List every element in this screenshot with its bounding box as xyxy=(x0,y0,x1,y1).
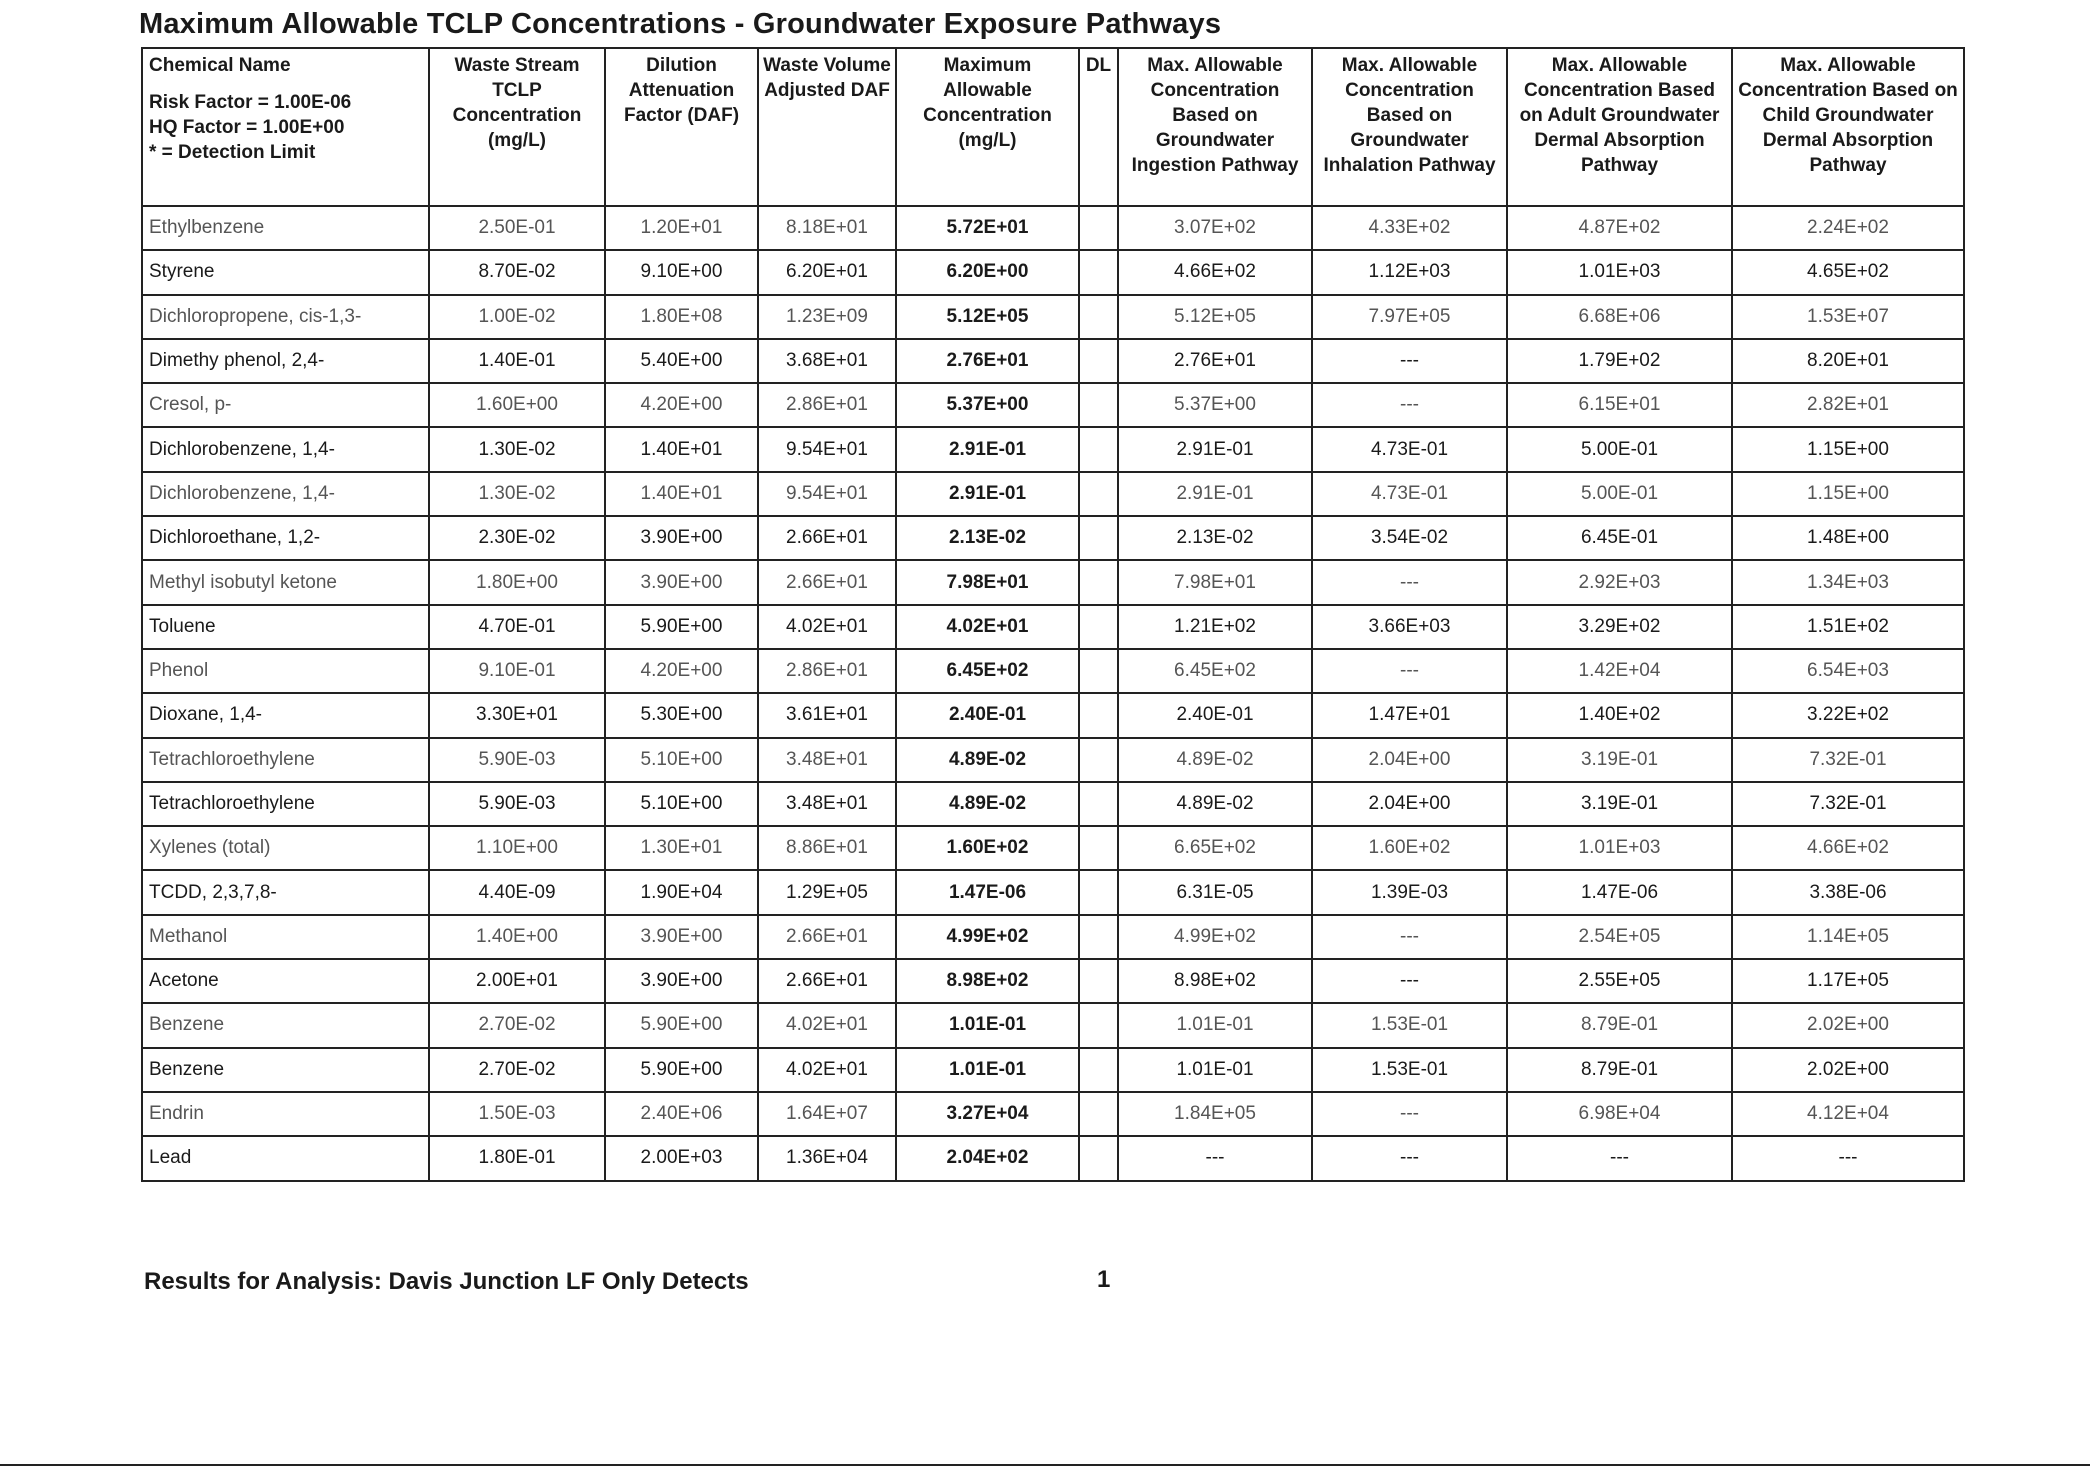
ingestion-value: 4.89E-02 xyxy=(1118,782,1312,826)
volume-adjusted-daf: 3.68E+01 xyxy=(758,339,896,383)
volume-adjusted-daf: 2.86E+01 xyxy=(758,649,896,693)
table-row xyxy=(142,915,1964,959)
ingestion-value: 4.99E+02 xyxy=(1118,915,1312,959)
ingestion-value: 1.21E+02 xyxy=(1118,605,1312,649)
inhalation-value: --- xyxy=(1312,1092,1507,1136)
inhalation-value: 4.73E-01 xyxy=(1312,427,1507,471)
max-allowable-concentration: 4.89E-02 xyxy=(896,738,1079,782)
max-allowable-concentration: 7.98E+01 xyxy=(896,560,1079,604)
daf: 5.90E+00 xyxy=(605,605,758,649)
daf: 2.40E+06 xyxy=(605,1092,758,1136)
table-row xyxy=(142,738,1964,782)
child-dermal-value: 4.66E+02 xyxy=(1732,826,1964,870)
adult-dermal-value: --- xyxy=(1507,1136,1732,1180)
chemical-name: Styrene xyxy=(142,250,429,294)
tclp-concentration: 1.80E+00 xyxy=(429,560,605,604)
chemical-name: Dioxane, 1,4- xyxy=(142,693,429,737)
tclp-concentration: 4.40E-09 xyxy=(429,870,605,914)
ingestion-value: 2.40E-01 xyxy=(1118,693,1312,737)
daf: 3.90E+00 xyxy=(605,915,758,959)
adult-dermal-value: 6.98E+04 xyxy=(1507,1092,1732,1136)
table-row xyxy=(142,649,1964,693)
ingestion-value: 2.91E-01 xyxy=(1118,427,1312,471)
child-dermal-value: 1.48E+00 xyxy=(1732,516,1964,560)
detection-limit-note: * = Detection Limit xyxy=(149,142,316,163)
daf: 3.90E+00 xyxy=(605,516,758,560)
volume-adjusted-daf: 3.48E+01 xyxy=(758,782,896,826)
daf: 5.40E+00 xyxy=(605,339,758,383)
volume-adjusted-daf: 9.54E+01 xyxy=(758,472,896,516)
child-dermal-value: 8.20E+01 xyxy=(1732,339,1964,383)
inhalation-value: 3.54E-02 xyxy=(1312,516,1507,560)
chemical-name: Toluene xyxy=(142,605,429,649)
bottom-rule xyxy=(0,1464,2090,1466)
inhalation-value: 2.04E+00 xyxy=(1312,782,1507,826)
table-row xyxy=(142,206,1964,250)
daf: 4.20E+00 xyxy=(605,649,758,693)
adult-dermal-value: 2.54E+05 xyxy=(1507,915,1732,959)
child-dermal-value: 2.82E+01 xyxy=(1732,383,1964,427)
chemical-name: Endrin xyxy=(142,1092,429,1136)
chemical-name: Acetone xyxy=(142,959,429,1003)
max-allowable-concentration: 2.76E+01 xyxy=(896,339,1079,383)
volume-adjusted-daf: 4.02E+01 xyxy=(758,1003,896,1047)
table-row xyxy=(142,826,1964,870)
ingestion-value: 2.91E-01 xyxy=(1118,472,1312,516)
max-allowable-concentration: 2.04E+02 xyxy=(896,1136,1079,1180)
volume-adjusted-daf: 4.02E+01 xyxy=(758,605,896,649)
chemical-name: Benzene xyxy=(142,1003,429,1047)
chemical-name: Lead xyxy=(142,1136,429,1180)
chemical-name: Dichlorobenzene, 1,4- xyxy=(142,472,429,516)
tclp-concentration: 2.50E-01 xyxy=(429,206,605,250)
max-allowable-concentration: 1.47E-06 xyxy=(896,870,1079,914)
dl xyxy=(1079,560,1118,604)
inhalation-value: 1.53E-01 xyxy=(1312,1003,1507,1047)
tclp-concentration: 1.30E-02 xyxy=(429,472,605,516)
ingestion-value: 1.01E-01 xyxy=(1118,1048,1312,1092)
child-dermal-value: 2.02E+00 xyxy=(1732,1048,1964,1092)
table-row xyxy=(142,427,1964,471)
table-row xyxy=(142,560,1964,604)
header-tclp-concentration: Waste Stream TCLP Concentration (mg/L) xyxy=(429,48,605,206)
inhalation-value: --- xyxy=(1312,1136,1507,1180)
adult-dermal-value: 8.79E-01 xyxy=(1507,1003,1732,1047)
table-row xyxy=(142,472,1964,516)
table-body xyxy=(142,206,1964,1181)
ingestion-value: 3.07E+02 xyxy=(1118,206,1312,250)
dl xyxy=(1079,826,1118,870)
ingestion-value: 6.45E+02 xyxy=(1118,649,1312,693)
tclp-table xyxy=(141,47,1965,1182)
volume-adjusted-daf: 8.18E+01 xyxy=(758,206,896,250)
volume-adjusted-daf: 9.54E+01 xyxy=(758,427,896,471)
adult-dermal-value: 1.01E+03 xyxy=(1507,250,1732,294)
adult-dermal-value: 5.00E-01 xyxy=(1507,472,1732,516)
chemical-name: TCDD, 2,3,7,8- xyxy=(142,870,429,914)
tclp-concentration: 1.40E-01 xyxy=(429,339,605,383)
inhalation-value: --- xyxy=(1312,915,1507,959)
dl xyxy=(1079,1003,1118,1047)
tclp-concentration: 1.60E+00 xyxy=(429,383,605,427)
tclp-concentration: 9.10E-01 xyxy=(429,649,605,693)
child-dermal-value: 7.32E-01 xyxy=(1732,738,1964,782)
adult-dermal-value: 6.68E+06 xyxy=(1507,295,1732,339)
adult-dermal-value: 1.47E-06 xyxy=(1507,870,1732,914)
ingestion-value: 1.01E-01 xyxy=(1118,1003,1312,1047)
table-row xyxy=(142,339,1964,383)
chemical-name: Ethylbenzene xyxy=(142,206,429,250)
max-allowable-concentration: 4.89E-02 xyxy=(896,782,1079,826)
dl xyxy=(1079,339,1118,383)
page-number: 1 xyxy=(1097,1266,1111,1293)
inhalation-value: --- xyxy=(1312,339,1507,383)
inhalation-value: 4.33E+02 xyxy=(1312,206,1507,250)
tclp-concentration: 1.00E-02 xyxy=(429,295,605,339)
adult-dermal-value: 1.79E+02 xyxy=(1507,339,1732,383)
volume-adjusted-daf: 3.48E+01 xyxy=(758,738,896,782)
table-row xyxy=(142,1092,1964,1136)
tclp-concentration: 8.70E-02 xyxy=(429,250,605,294)
chemical-name: Methanol xyxy=(142,915,429,959)
daf: 5.90E+00 xyxy=(605,1003,758,1047)
dl xyxy=(1079,605,1118,649)
daf: 9.10E+00 xyxy=(605,250,758,294)
document-title: Maximum Allowable TCLP Concentrations - Groundwater Exposure Pathways xyxy=(139,8,1222,40)
daf: 3.90E+00 xyxy=(605,560,758,604)
child-dermal-value: 1.51E+02 xyxy=(1732,605,1964,649)
child-dermal-value: --- xyxy=(1732,1136,1964,1180)
inhalation-value: --- xyxy=(1312,560,1507,604)
daf: 5.30E+00 xyxy=(605,693,758,737)
dl xyxy=(1079,516,1118,560)
max-allowable-concentration: 2.91E-01 xyxy=(896,427,1079,471)
child-dermal-value: 1.17E+05 xyxy=(1732,959,1964,1003)
child-dermal-value: 7.32E-01 xyxy=(1732,782,1964,826)
child-dermal-value: 3.38E-06 xyxy=(1732,870,1964,914)
header-daf: Dilution Attenuation Factor (DAF) xyxy=(605,48,758,206)
table-row xyxy=(142,295,1964,339)
chemical-name: Dichloropropene, cis-1,3- xyxy=(142,295,429,339)
max-allowable-concentration: 1.01E-01 xyxy=(896,1003,1079,1047)
tclp-concentration: 1.50E-03 xyxy=(429,1092,605,1136)
inhalation-value: 1.53E-01 xyxy=(1312,1048,1507,1092)
adult-dermal-value: 3.19E-01 xyxy=(1507,738,1732,782)
tclp-concentration: 4.70E-01 xyxy=(429,605,605,649)
dl xyxy=(1079,1092,1118,1136)
daf: 3.90E+00 xyxy=(605,959,758,1003)
inhalation-value: --- xyxy=(1312,649,1507,693)
tclp-concentration: 5.90E-03 xyxy=(429,782,605,826)
ingestion-value: 5.12E+05 xyxy=(1118,295,1312,339)
ingestion-value: --- xyxy=(1118,1136,1312,1180)
max-allowable-concentration: 4.02E+01 xyxy=(896,605,1079,649)
dl xyxy=(1079,915,1118,959)
child-dermal-value: 4.12E+04 xyxy=(1732,1092,1964,1136)
adult-dermal-value: 3.19E-01 xyxy=(1507,782,1732,826)
adult-dermal-value: 2.55E+05 xyxy=(1507,959,1732,1003)
dl xyxy=(1079,1136,1118,1180)
volume-adjusted-daf: 2.66E+01 xyxy=(758,915,896,959)
child-dermal-value: 1.53E+07 xyxy=(1732,295,1964,339)
adult-dermal-value: 6.15E+01 xyxy=(1507,383,1732,427)
child-dermal-value: 1.34E+03 xyxy=(1732,560,1964,604)
volume-adjusted-daf: 1.36E+04 xyxy=(758,1136,896,1180)
daf: 2.00E+03 xyxy=(605,1136,758,1180)
chemical-name: Cresol, p- xyxy=(142,383,429,427)
inhalation-value: 7.97E+05 xyxy=(1312,295,1507,339)
ingestion-value: 7.98E+01 xyxy=(1118,560,1312,604)
table-row xyxy=(142,1136,1964,1180)
daf: 1.80E+08 xyxy=(605,295,758,339)
tclp-concentration: 3.30E+01 xyxy=(429,693,605,737)
dl xyxy=(1079,782,1118,826)
risk-factor-note: Risk Factor = 1.00E-06 xyxy=(149,92,352,113)
ingestion-value: 8.98E+02 xyxy=(1118,959,1312,1003)
table-row xyxy=(142,1003,1964,1047)
tclp-concentration: 5.90E-03 xyxy=(429,738,605,782)
max-allowable-concentration: 6.20E+00 xyxy=(896,250,1079,294)
volume-adjusted-daf: 8.86E+01 xyxy=(758,826,896,870)
chemical-name: Methyl isobutyl ketone xyxy=(142,560,429,604)
dl xyxy=(1079,693,1118,737)
adult-dermal-value: 2.92E+03 xyxy=(1507,560,1732,604)
dl xyxy=(1079,649,1118,693)
header-dl: DL xyxy=(1079,48,1118,206)
tclp-concentration: 2.30E-02 xyxy=(429,516,605,560)
ingestion-value: 1.84E+05 xyxy=(1118,1092,1312,1136)
table-row xyxy=(142,1048,1964,1092)
daf: 5.10E+00 xyxy=(605,782,758,826)
volume-adjusted-daf: 4.02E+01 xyxy=(758,1048,896,1092)
hq-factor-note: HQ Factor = 1.00E+00 xyxy=(149,117,345,138)
adult-dermal-value: 6.45E-01 xyxy=(1507,516,1732,560)
adult-dermal-value: 8.79E-01 xyxy=(1507,1048,1732,1092)
adult-dermal-value: 5.00E-01 xyxy=(1507,427,1732,471)
daf: 5.10E+00 xyxy=(605,738,758,782)
header-adult-dermal-pathway: Max. Allowable Concentration Based on Adult Groundwater Dermal Absorption Pathway xyxy=(1507,48,1732,206)
child-dermal-value: 1.14E+05 xyxy=(1732,915,1964,959)
child-dermal-value: 2.02E+00 xyxy=(1732,1003,1964,1047)
volume-adjusted-daf: 1.64E+07 xyxy=(758,1092,896,1136)
table-row xyxy=(142,250,1964,294)
results-footer: Results for Analysis: Davis Junction LF Only Detects xyxy=(144,1268,749,1295)
table-row xyxy=(142,959,1964,1003)
volume-adjusted-daf: 1.23E+09 xyxy=(758,295,896,339)
volume-adjusted-daf: 3.61E+01 xyxy=(758,693,896,737)
volume-adjusted-daf: 2.66E+01 xyxy=(758,560,896,604)
dl xyxy=(1079,472,1118,516)
dl xyxy=(1079,738,1118,782)
tclp-concentration: 1.30E-02 xyxy=(429,427,605,471)
max-allowable-concentration: 4.99E+02 xyxy=(896,915,1079,959)
header-child-dermal-pathway: Max. Allowable Concentration Based on Child Groundwater Dermal Absorption Pathway xyxy=(1732,48,1964,206)
max-allowable-concentration: 2.40E-01 xyxy=(896,693,1079,737)
dl xyxy=(1079,206,1118,250)
tclp-concentration: 2.00E+01 xyxy=(429,959,605,1003)
header-ingestion-pathway: Max. Allowable Concentration Based on Groundwater Ingestion Pathway xyxy=(1118,48,1312,206)
inhalation-value: --- xyxy=(1312,383,1507,427)
daf: 1.30E+01 xyxy=(605,826,758,870)
inhalation-value: --- xyxy=(1312,959,1507,1003)
chemical-name: Phenol xyxy=(142,649,429,693)
tclp-concentration: 1.80E-01 xyxy=(429,1136,605,1180)
max-allowable-concentration: 3.27E+04 xyxy=(896,1092,1079,1136)
daf: 4.20E+00 xyxy=(605,383,758,427)
child-dermal-value: 3.22E+02 xyxy=(1732,693,1964,737)
chemical-name: Dimethy phenol, 2,4- xyxy=(142,339,429,383)
max-allowable-concentration: 2.91E-01 xyxy=(896,472,1079,516)
table-row xyxy=(142,383,1964,427)
table-row xyxy=(142,605,1964,649)
chemical-name: Tetrachloroethylene xyxy=(142,738,429,782)
volume-adjusted-daf: 2.66E+01 xyxy=(758,959,896,1003)
child-dermal-value: 1.15E+00 xyxy=(1732,472,1964,516)
inhalation-value: 4.73E-01 xyxy=(1312,472,1507,516)
inhalation-value: 1.60E+02 xyxy=(1312,826,1507,870)
dl xyxy=(1079,1048,1118,1092)
table-row xyxy=(142,516,1964,560)
chemical-name: Benzene xyxy=(142,1048,429,1092)
inhalation-value: 2.04E+00 xyxy=(1312,738,1507,782)
adult-dermal-value: 4.87E+02 xyxy=(1507,206,1732,250)
tclp-concentration: 1.40E+00 xyxy=(429,915,605,959)
dl xyxy=(1079,295,1118,339)
max-allowable-concentration: 5.72E+01 xyxy=(896,206,1079,250)
child-dermal-value: 6.54E+03 xyxy=(1732,649,1964,693)
ingestion-value: 4.66E+02 xyxy=(1118,250,1312,294)
chemical-name: Xylenes (total) xyxy=(142,826,429,870)
chemical-name: Dichloroethane, 1,2- xyxy=(142,516,429,560)
adult-dermal-value: 3.29E+02 xyxy=(1507,605,1732,649)
daf: 1.40E+01 xyxy=(605,427,758,471)
volume-adjusted-daf: 2.86E+01 xyxy=(758,383,896,427)
inhalation-value: 1.47E+01 xyxy=(1312,693,1507,737)
ingestion-value: 2.13E-02 xyxy=(1118,516,1312,560)
max-allowable-concentration: 1.60E+02 xyxy=(896,826,1079,870)
max-allowable-concentration: 5.37E+00 xyxy=(896,383,1079,427)
daf: 1.90E+04 xyxy=(605,870,758,914)
ingestion-value: 6.65E+02 xyxy=(1118,826,1312,870)
header-row xyxy=(142,48,1964,206)
ingestion-value: 5.37E+00 xyxy=(1118,383,1312,427)
inhalation-value: 3.66E+03 xyxy=(1312,605,1507,649)
ingestion-value: 2.76E+01 xyxy=(1118,339,1312,383)
dl xyxy=(1079,959,1118,1003)
max-allowable-concentration: 6.45E+02 xyxy=(896,649,1079,693)
daf: 1.40E+01 xyxy=(605,472,758,516)
child-dermal-value: 2.24E+02 xyxy=(1732,206,1964,250)
dl xyxy=(1079,383,1118,427)
ingestion-value: 4.89E-02 xyxy=(1118,738,1312,782)
adult-dermal-value: 1.42E+04 xyxy=(1507,649,1732,693)
inhalation-value: 1.39E-03 xyxy=(1312,870,1507,914)
table-row xyxy=(142,782,1964,826)
volume-adjusted-daf: 6.20E+01 xyxy=(758,250,896,294)
volume-adjusted-daf: 2.66E+01 xyxy=(758,516,896,560)
chemical-name: Tetrachloroethylene xyxy=(142,782,429,826)
inhalation-value: 1.12E+03 xyxy=(1312,250,1507,294)
adult-dermal-value: 1.40E+02 xyxy=(1507,693,1732,737)
header-max-allowable-concentration: Maximum Allowable Concentration (mg/L) xyxy=(896,48,1079,206)
child-dermal-value: 4.65E+02 xyxy=(1732,250,1964,294)
header-inhalation-pathway: Max. Allowable Concentration Based on Groundwater Inhalation Pathway xyxy=(1312,48,1507,206)
table-row xyxy=(142,693,1964,737)
adult-dermal-value: 1.01E+03 xyxy=(1507,826,1732,870)
header-volume-adjusted-daf: Waste Volume Adjusted DAF xyxy=(758,48,896,206)
dl xyxy=(1079,427,1118,471)
chemical-name: Dichlorobenzene, 1,4- xyxy=(142,427,429,471)
daf: 5.90E+00 xyxy=(605,1048,758,1092)
tclp-concentration: 2.70E-02 xyxy=(429,1003,605,1047)
max-allowable-concentration: 2.13E-02 xyxy=(896,516,1079,560)
table-row xyxy=(142,870,1964,914)
volume-adjusted-daf: 1.29E+05 xyxy=(758,870,896,914)
child-dermal-value: 1.15E+00 xyxy=(1732,427,1964,471)
max-allowable-concentration: 5.12E+05 xyxy=(896,295,1079,339)
ingestion-value: 6.31E-05 xyxy=(1118,870,1312,914)
daf: 1.20E+01 xyxy=(605,206,758,250)
dl xyxy=(1079,250,1118,294)
max-allowable-concentration: 8.98E+02 xyxy=(896,959,1079,1003)
dl xyxy=(1079,870,1118,914)
max-allowable-concentration: 1.01E-01 xyxy=(896,1048,1079,1092)
tclp-concentration: 2.70E-02 xyxy=(429,1048,605,1092)
tclp-concentration: 1.10E+00 xyxy=(429,826,605,870)
header-chemical-name: Chemical Name Risk Factor = 1.00E-06 HQ Factor = 1.00E+00 * = Detection Limit xyxy=(142,48,429,206)
